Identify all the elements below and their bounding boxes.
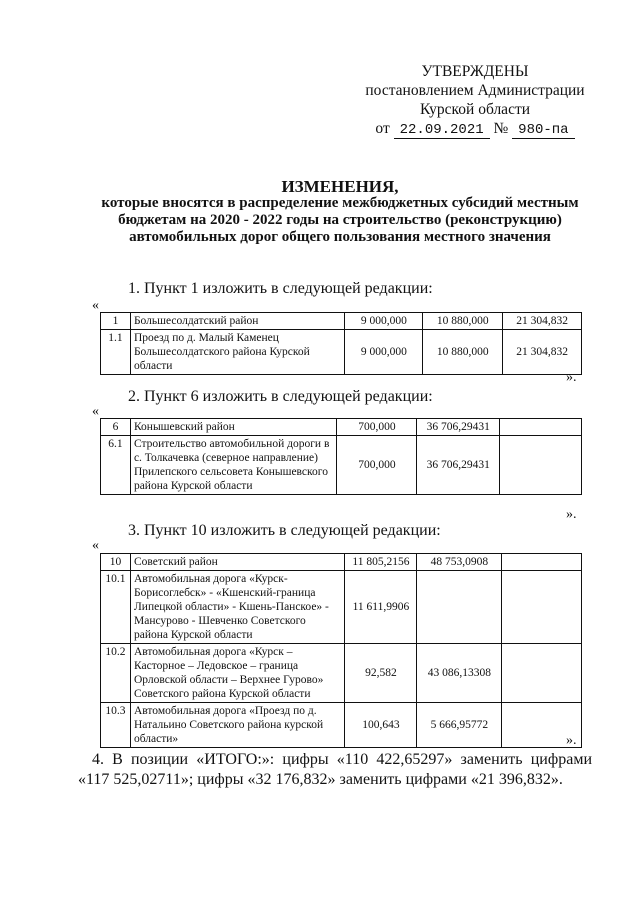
heading-title: ИЗМЕНЕНИЯ, [281,177,399,196]
row-value-1: 92,582 [345,644,417,703]
row-name: Автомобильная дорога «Курск – Касторное – Ледовское – граница Орловской области – Верхнее Гурово» Советского района Курской области [130,644,344,703]
close-quote-1: ». [566,370,577,385]
row-name: Автомобильная дорога «Курск-Борисоглебск» - «Кшенский-граница Липецкой области» - Кшень-Панское» - Мансурово - Шевченко Советского района Курской области [130,571,344,644]
close-quote-2: ». [566,507,577,522]
table-row [101,313,582,330]
row-number: 10.1 [101,571,131,644]
row-value-2: 10 880,000 [423,313,503,330]
row-name: Советский район [130,554,344,571]
approval-date-number [360,119,590,140]
row-name: Строительство автомобильной дороги в с. Толкачевка (северное направление) Прилепского сельсовета Конышевского района Курской области [130,436,337,495]
row-number: 10 [101,554,131,571]
row-value-3: 21 304,832 [503,330,582,375]
row-name: Автомобильная дорога «Проезд по д. Натальино Советского района курской области» [130,703,344,748]
open-quote-1: « [92,298,99,313]
paragraph-4 [78,750,592,790]
date-prefix: от [375,120,390,137]
table-row [101,419,582,436]
row-number: 6 [101,419,131,436]
approval-line-2: Курской области [419,101,531,118]
row-number: 10.2 [101,644,131,703]
table-row [101,554,582,571]
table-3 [100,553,582,748]
row-number: 10.3 [101,703,131,748]
row-value-2: 5 666,95772 [417,703,502,748]
row-name: Конышевский район [130,419,337,436]
heading-line-2: бюджетам на 2020 - 2022 годы на строительство (реконструкцию) [118,212,562,228]
document-heading [60,178,620,246]
paragraph-4-line-1: 4. В позиции «ИТОГО:»: цифры «110 422,65297» заменить цифрами [92,751,592,768]
close-quote-3: ». [566,733,577,748]
item-2-text: 2. Пункт 6 изложить в следующей редакции: [128,388,433,405]
row-value-2: 36 706,29431 [417,436,500,495]
row-value-1: 700,000 [337,419,417,436]
approval-title: УТВЕРЖДЕНЫ [421,63,529,80]
approval-number: 980-па [512,122,574,139]
row-number: 1 [101,313,131,330]
paragraph-4-line-2: «117 525,02711»; цифры «32 176,832» заменить цифрами «21 396,832». [78,771,563,788]
row-value-2: 43 086,13308 [417,644,502,703]
table-row [101,330,582,375]
row-value-1: 100,643 [345,703,417,748]
approval-line-1: постановлением Администрации [365,82,585,99]
row-value-2: 10 880,000 [423,330,503,375]
row-value-2: 48 753,0908 [417,554,502,571]
row-name: Проезд по д. Малый Каменец Большесолдатского района Курской области [130,330,345,375]
row-value-1: 9 000,000 [345,313,423,330]
row-value-3 [500,419,582,436]
row-name: Большесолдатский район [130,313,345,330]
table-1 [100,312,582,375]
row-value-1: 700,000 [337,436,417,495]
row-value-3 [502,554,582,571]
table-row [101,644,582,703]
row-value-1: 11 805,2156 [345,554,417,571]
item-1-text: 1. Пункт 1 изложить в следующей редакции: [128,280,433,297]
approval-block [360,62,590,140]
row-value-1: 9 000,000 [345,330,423,375]
row-value-1: 11 611,9906 [345,571,417,644]
heading-line-1: которые вносятся в распределение межбюджетных субсидий местным [101,195,579,211]
table-row [101,571,582,644]
heading-line-3: автомобильных дорог общего пользования местного значения [129,229,551,245]
row-value-2: 36 706,29431 [417,419,500,436]
item-3-text: 3. Пункт 10 изложить в следующей редакции: [128,522,441,539]
row-value-3 [502,571,582,644]
row-value-3 [502,644,582,703]
open-quote-2: « [92,404,99,419]
number-label: № [493,120,509,137]
table-row [101,703,582,748]
row-number: 1.1 [101,330,131,375]
approval-date: 22.09.2021 [394,122,490,139]
table-row [101,436,582,495]
open-quote-3: « [92,538,99,553]
table-2 [100,418,582,495]
row-value-2 [417,571,502,644]
row-value-3 [500,436,582,495]
row-value-3: 21 304,832 [503,313,582,330]
row-number: 6.1 [101,436,131,495]
